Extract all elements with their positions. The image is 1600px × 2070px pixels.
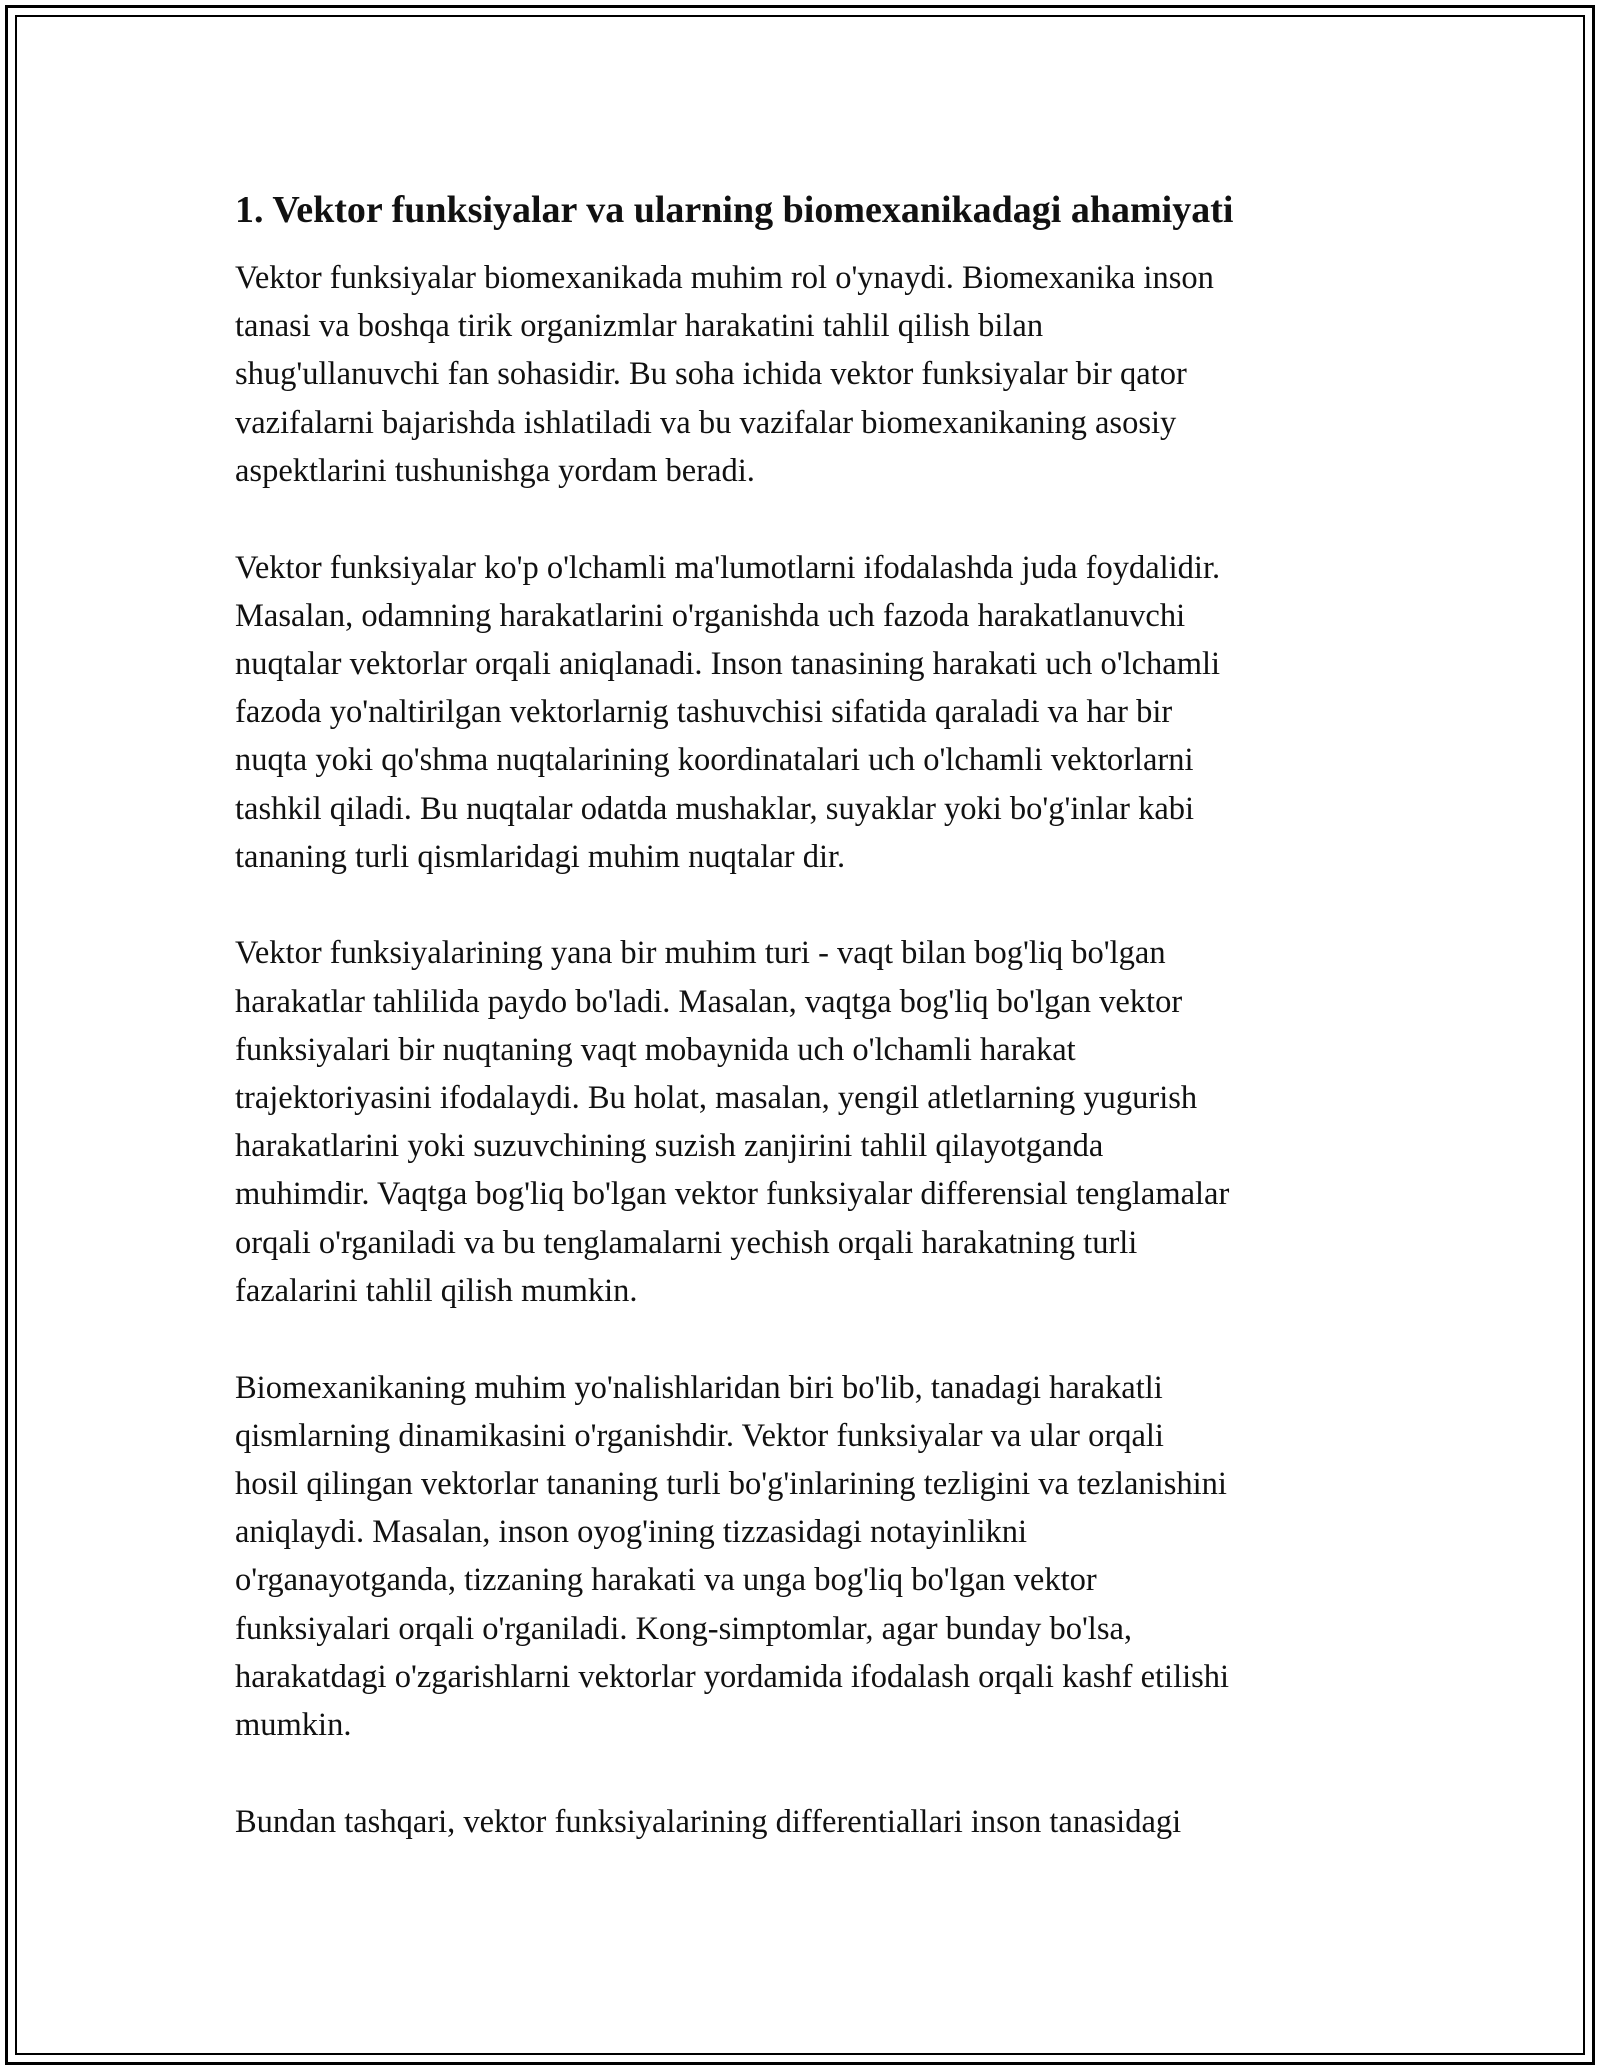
paragraph-line: funksiyalari orqali o'rganiladi. Kong-simptomlar, agar bunday bo'lsa,: [235, 1610, 1133, 1647]
paragraph-line: Vektor funksiyalar biomexanikada muhim rol o'ynaydi. Biomexanika inson: [235, 260, 1214, 296]
paragraph-line: harakatlarini yoki suzuvchining suzish zanjirini tahlil qilayotganda: [235, 1128, 1104, 1165]
paragraph-line: hosil qilingan vektorlar tananing turli bo'g'inlarining tezligini va tezlanishini: [235, 1465, 1227, 1502]
paragraph-line: o'rganayotganda, tizzaning harakati va unga bog'liq bo'lgan vektor: [235, 1562, 1097, 1599]
paragraph-line: Masalan, odamning harakatlarini o'rganishda uch fazoda harakatlanuvchi: [235, 597, 1186, 634]
document-body: [235, 186, 1385, 1894]
paragraph-line: harakatdagi o'zgarishlarni vektorlar yordamida ifodalash orqali kashf etilishi: [235, 1658, 1230, 1695]
paragraph-line: tananing turli qismlaridagi muhim nuqtalar dir.: [235, 838, 846, 875]
paragraph-line: fazoda yo'naltirilgan vektorlarnig tashuvchisi sifatida qaraladi va har bir: [235, 694, 1173, 731]
paragraph-line: Vektor funksiyalar ko'p o'lchamli ma'lumotlarni ifodalashda juda foydalidir.: [235, 549, 1221, 586]
paragraph-line: aspektlarini tushunishga yordam beradi.: [235, 452, 755, 489]
paragraph-line: muhimdir. Vaqtga bog'liq bo'lgan vektor funksiyalar differensial tenglamalar: [235, 1176, 1230, 1213]
section-heading: 1. Vektor funksiyalar va ularning biomexanikadagi ahamiyati: [235, 189, 1234, 231]
paragraph-line: shug'ullanuvchi fan sohasidir. Bu soha ichida vektor funksiyalar bir qator: [235, 356, 1187, 393]
paragraph-line: fazalarini tahlil qilish mumkin.: [235, 1272, 638, 1309]
paragraph-line: orqali o'rganiladi va bu tenglamalarni yechish orqali harakatning turli: [235, 1224, 1138, 1261]
paragraph-line: Biomexanikaning muhim yo'nalishlaridan biri bo'lib, tanadagi harakatli: [235, 1369, 1163, 1406]
paragraph-line: Bundan tashqari, vektor funksiyalarining differentiallari inson tanasidagi: [235, 1803, 1182, 1840]
paragraph-line: vazifalarni bajarishda ishlatiladi va bu vazifalar biomexanikaning asosiy: [235, 404, 1177, 441]
paragraph-line: nuqta yoki qo'shma nuqtalarining koordinatalari uch o'lchamli vektorlarni: [235, 742, 1194, 779]
paragraph-line: funksiyalari bir nuqtaning vaqt mobaynida uch o'lchamli harakat: [235, 1031, 1076, 1068]
paragraph-line: tashkil qiladi. Bu nuqtalar odatda mushaklar, suyaklar yoki bo'g'inlar kabi: [235, 790, 1195, 827]
paragraph-line: tanasi va boshqa tirik organizmlar harakatini tahlil qilish bilan: [235, 308, 1044, 345]
paragraph-line: harakatlar tahlilida paydo bo'ladi. Masalan, vaqtga bog'liq bo'lgan vektor: [235, 983, 1183, 1020]
paragraph-line: qismlarning dinamikasini o'rganishdir. Vektor funksiyalar va ular orqali: [235, 1417, 1164, 1454]
paragraph-line: aniqlaydi. Masalan, inson oyog'ining tizzasidagi notayinlikni: [235, 1514, 1028, 1551]
paragraph-2: [235, 544, 1385, 881]
paragraph-line: trajektoriyasini ifodalaydi. Bu holat, masalan, yengil atletlarning yugurish: [235, 1080, 1198, 1117]
paragraph-5: [235, 1798, 1385, 1846]
paragraph-1: [235, 254, 1385, 495]
paragraph-line: nuqtalar vektorlar orqali aniqlanadi. Inson tanasining harakati uch o'lchamli: [235, 645, 1221, 682]
paragraph-3: [235, 929, 1385, 1315]
paragraph-line: Vektor funksiyalarining yana bir muhim turi - vaqt bilan bog'liq bo'lgan: [235, 935, 1166, 972]
paragraph-line: mumkin.: [235, 1706, 352, 1743]
paragraph-4: [235, 1364, 1385, 1750]
